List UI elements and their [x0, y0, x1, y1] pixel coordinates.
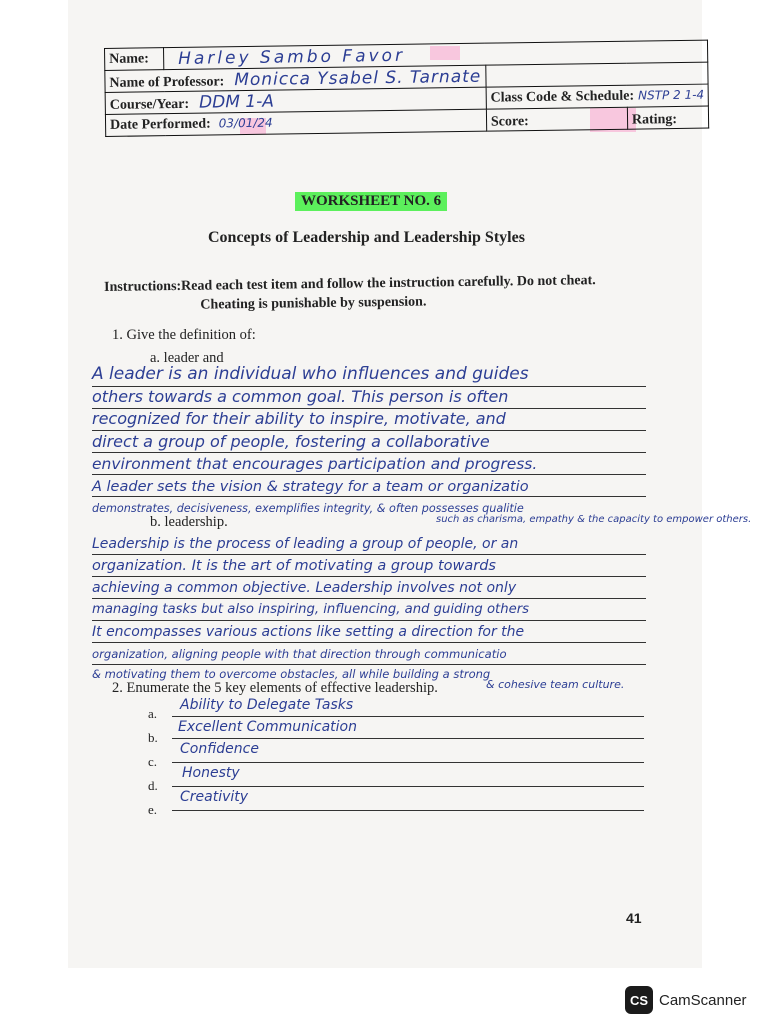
worksheet-subtitle: Concepts of Leadership and Leadership Styles	[208, 229, 525, 246]
answer-line: Leadership is the process of leading a group of people, or an	[92, 536, 519, 552]
answer-line: managing tasks but also inspiring, influencing, and guiding others	[92, 602, 529, 617]
class-code-value: NSTP 2 1-4	[637, 87, 705, 103]
rule-line	[172, 762, 644, 763]
score-cell	[486, 107, 627, 131]
rule-line	[172, 786, 644, 787]
rule-line	[92, 474, 646, 475]
instructions	[104, 270, 644, 316]
q1-b-label: b. leadership.	[150, 514, 228, 530]
professor-extra	[486, 62, 709, 87]
q2-item-answer: Ability to Delegate Tasks	[180, 697, 354, 713]
answer-line: & motivating them to overcome obstacles, all while building a strong	[92, 667, 491, 681]
rule-line	[92, 642, 646, 643]
q2-item-label: e.	[148, 802, 158, 817]
answer-line: others towards a common goal. This person is often	[92, 387, 509, 406]
q2-item-label: c.	[148, 754, 158, 769]
answer-line: environment that encourages participation and progress.	[92, 455, 538, 473]
score-label: Score:	[490, 113, 529, 130]
answer-line-extra: such as charisma, empathy & the capacity to empower others.	[436, 514, 752, 525]
q2-item-answer: Creativity	[180, 789, 249, 805]
rule-line	[92, 576, 646, 577]
answer-line: organization. It is the art of motivating a group towards	[92, 558, 496, 574]
q1-prompt: 1. Give the definition of:	[112, 327, 256, 343]
q2-item-label: b.	[148, 730, 158, 745]
camscanner-watermark	[625, 986, 747, 1014]
q2-prompt: 2. Enumerate the 5 key elements of effective leadership.	[112, 680, 438, 696]
answer-line-extra: & cohesive team culture.	[486, 678, 625, 691]
course-label: Course/Year:	[109, 96, 190, 113]
answer-line: recognized for their ability to inspire, motivate, and	[92, 409, 506, 428]
q2-item-label: a.	[148, 706, 158, 721]
student-info-table	[104, 40, 710, 137]
page-number: 41	[626, 910, 642, 926]
answer-line: A leader sets the vision & strategy for a team or organizatio	[92, 479, 529, 495]
class-code-cell	[486, 84, 709, 109]
camscanner-brand: CamScanner	[659, 991, 747, 1009]
answer-line: demonstrates, decisiveness, exemplifies integrity, & often possesses qualitie	[92, 502, 524, 515]
date-label: Date Performed:	[109, 116, 211, 133]
q2-item-label: d.	[148, 778, 158, 793]
instructions-line-1: Instructions:Read each test item and follow the instruction carefully. Do not cheat.	[104, 273, 596, 295]
answer-line: organization, aligning people with that direction through communicatio	[92, 647, 507, 661]
answer-line: achieving a common objective. Leadership involves not only	[92, 580, 517, 596]
answer-line: A leader is an individual who influences and guides	[92, 364, 529, 384]
rating-cell	[627, 106, 709, 129]
date-cell	[105, 109, 486, 136]
rule-line	[92, 554, 646, 555]
rule-line	[92, 598, 646, 599]
worksheet-title: WORKSHEET NO. 6	[295, 192, 447, 211]
rule-line	[92, 430, 646, 431]
answer-line: direct a group of people, fostering a collaborative	[92, 432, 490, 451]
date-value: 03/01/24	[218, 115, 273, 130]
camscanner-logo-icon: CS	[625, 986, 653, 1014]
q1-a-label: a. leader and	[150, 350, 224, 366]
class-code-label: Class Code & Schedule:	[490, 88, 635, 106]
rating-label: Rating:	[631, 111, 678, 128]
name-value: Harley Sambo Favor	[164, 40, 709, 70]
rule-line	[92, 452, 646, 453]
course-value: DDM 1-A	[198, 91, 275, 113]
instructions-line-2: Cheating is punishable by suspension.	[200, 294, 427, 313]
rule-line	[172, 810, 644, 811]
rule-line	[92, 620, 646, 621]
rule-line	[172, 738, 644, 739]
q2-item-answer: Confidence	[180, 741, 259, 757]
q2-item-answer: Honesty	[182, 765, 240, 781]
professor-label-text: Name of Professor:	[109, 73, 225, 91]
professor-value: Monicca Ysabel S. Tarnate	[234, 66, 482, 90]
name-label: Name:	[105, 48, 164, 71]
q2-item-answer: Excellent Communication	[178, 719, 357, 735]
rule-line	[172, 716, 644, 717]
answer-line: It encompasses various actions like setting a direction for the	[92, 624, 525, 640]
